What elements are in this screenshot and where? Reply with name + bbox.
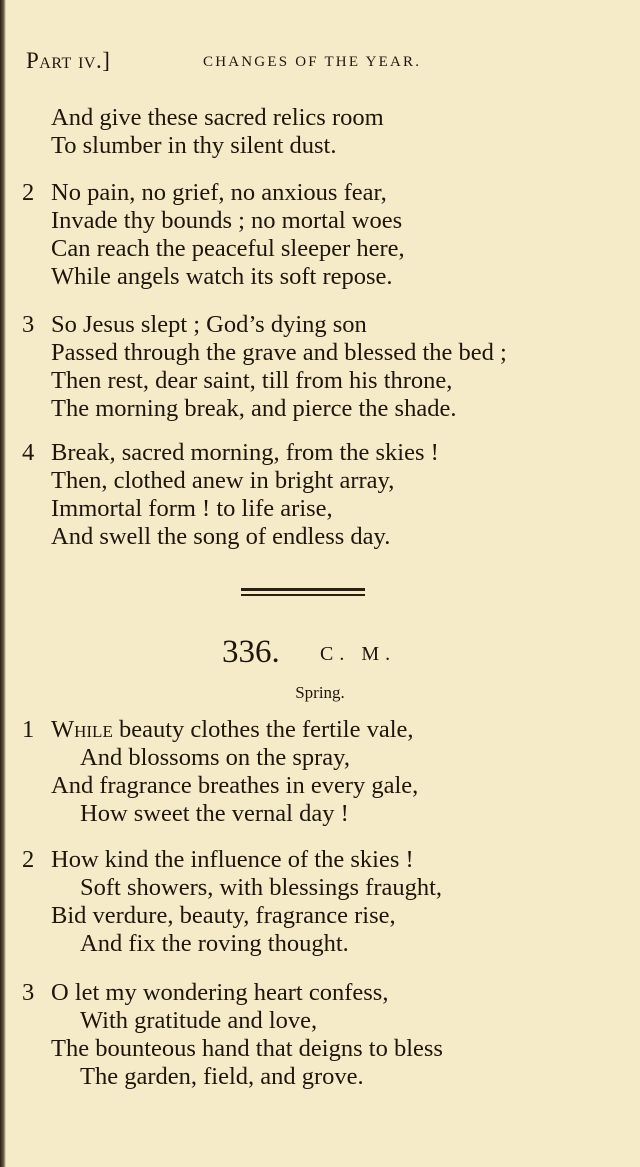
section-rule-thin: [241, 594, 365, 596]
section-rule-thick: [241, 588, 365, 591]
verse-line-rest: beauty clothes the fertile vale,: [112, 716, 414, 743]
verse-line: How kind the influence of the skies !: [51, 846, 414, 873]
verse-line: Then rest, dear saint, till from his throne,: [51, 367, 453, 394]
stanza-number: 3: [22, 979, 35, 1006]
verse-line: And swell the song of endless day.: [51, 523, 391, 550]
verse-line: The morning break, and pierce the shade.: [51, 395, 457, 422]
verse-line: Bid verdure, beauty, fragrance rise,: [51, 902, 396, 929]
verse-line: To slumber in thy silent dust.: [51, 132, 337, 159]
hymn-heading: [0, 634, 640, 674]
running-header: [26, 48, 620, 78]
verse-line: So Jesus slept ; God’s dying son: [51, 311, 367, 338]
verse-line: And fragrance breathes in every gale,: [51, 772, 419, 799]
verse-line: The bounteous hand that deigns to bless: [51, 1035, 443, 1062]
verse-line: Invade thy bounds ; no mortal woes: [51, 207, 403, 234]
verse-line: Can reach the peaceful sleeper here,: [51, 235, 405, 262]
verse-line: While angels watch its soft repose.: [51, 263, 393, 290]
verse-line: Soft showers, with blessings fraught,: [80, 874, 443, 901]
verse-line: With gratitude and love,: [80, 1007, 318, 1034]
verse-line: And blossoms on the spray,: [80, 744, 350, 771]
verse-line: And give these sacred relics room: [51, 104, 384, 131]
verse-line: O let my wondering heart confess,: [51, 979, 389, 1006]
verse-line: Then, clothed anew in bright array,: [51, 467, 395, 494]
stanza-number: 3: [22, 311, 35, 338]
hymn-meter: C. M.: [320, 643, 397, 665]
stanza-number: 1: [22, 716, 35, 743]
verse-line: Passed through the grave and blessed the bed ;: [51, 339, 507, 366]
verse-line: Immortal form ! to life arise,: [51, 495, 333, 522]
hymn-number: 336.: [222, 634, 280, 670]
verse-line: The garden, field, and grove.: [80, 1063, 364, 1090]
verse-line: Break, sacred morning, from the skies !: [51, 439, 439, 466]
first-word: While: [51, 716, 113, 743]
verse-line: And fix the roving thought.: [80, 930, 349, 957]
verse-line: No pain, no grief, no anxious fear,: [51, 179, 387, 206]
verse-line-first: [51, 716, 414, 744]
running-title: CHANGES OF THE YEAR.: [203, 54, 422, 70]
stanza-number: 2: [22, 179, 35, 206]
page-binding-edge: [0, 0, 6, 1167]
part-label: Part iv.]: [26, 48, 111, 73]
verse-line: How sweet the vernal day !: [80, 800, 349, 827]
stanza-number: 4: [22, 439, 35, 466]
hymn-subject: Spring.: [295, 683, 345, 702]
stanza-number: 2: [22, 846, 35, 873]
